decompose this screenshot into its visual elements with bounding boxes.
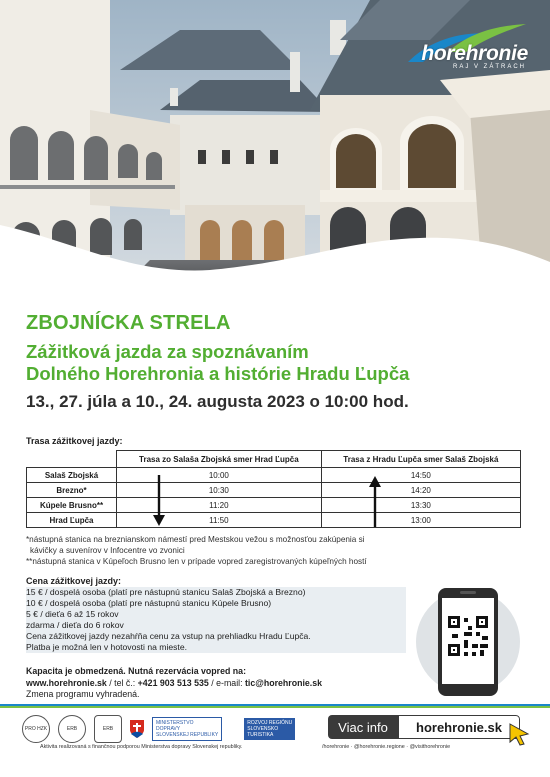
more-info-button[interactable]: [328, 715, 520, 739]
partner-crest-2: ERB: [94, 715, 122, 743]
route-time-there: 10:30: [117, 483, 322, 498]
price-block: [26, 576, 406, 653]
subtitle-line-2: Dolného Horehronia a histórie Hradu Ľupča: [26, 363, 410, 384]
note-1: *nástupná stanica na breznianskom námestí pred Mestskou vežou s možnosťou zakúpenia si: [26, 535, 365, 544]
table-row: [27, 498, 521, 513]
route-time-there: 10:00: [117, 468, 322, 483]
social-handles: /horehronie · @horehronie.regione · @visithorehronie: [322, 744, 451, 750]
route-notes: [26, 534, 516, 567]
event-title: ZBOJNÍCKA STRELA: [26, 312, 231, 334]
price-line-3: 5 € / dieťa 6 až 15 rokov: [26, 609, 406, 620]
route-table: [26, 450, 521, 528]
route-stop: Brezno*: [27, 483, 117, 498]
email-link[interactable]: tic@horehronie.sk: [245, 677, 323, 688]
horehronie-logo: [408, 22, 528, 70]
logo-wordmark: horehronie: [421, 42, 528, 65]
funding-note: Aktivita realizovaná s finančnou podporou Ministerstva dopravy Slovenskej republiky.: [40, 744, 243, 750]
table-row: [27, 513, 521, 528]
route-header-empty: [27, 451, 117, 468]
more-info-url[interactable]: horehronie.sk: [398, 715, 520, 739]
price-line-5: Cena zážitkovej jazdy nezahŕňa cenu za vstup na prehliadku Hradu Ľupča.: [26, 631, 406, 642]
route-stop: Hrad Ľupča: [27, 513, 117, 528]
route-header-there: Trasa zo Salaša Zbojská smer Hrad Ľupča: [117, 451, 322, 468]
route-stop: Kúpele Brusno**: [27, 498, 117, 513]
tel-label: / tel č.:: [106, 677, 138, 688]
note-2: **nástupná stanica v Kúpeľoch Brusno len v prípade vopred zaregistrovaných kúpeľných hostí: [26, 557, 367, 566]
price-heading: Cena zážitkovej jazdy:: [26, 576, 122, 586]
price-line-1: 15 € / dospelá osoba (platí pre nástupnú stanicu Salaš Zbojská a Brezno): [26, 587, 406, 598]
subtitle-line-1: Zážitková jazda za spoznávaním: [26, 341, 309, 362]
route-time-there: 11:50: [117, 513, 322, 528]
slovak-coat-of-arms-icon: [130, 720, 144, 738]
route-time-back: 14:50: [321, 468, 520, 483]
route-time-back: 13:00: [321, 513, 520, 528]
route-time-back: 14:20: [321, 483, 520, 498]
partner-logos: [22, 714, 295, 744]
partner-logo-prohzk: PRO HZK: [22, 715, 50, 743]
route-header-row: [27, 451, 521, 468]
partner-crest-1: ERB: [58, 715, 86, 743]
note-1-cont: kávičky a suvenírov v Infocentre vo zvonici: [30, 546, 185, 555]
table-row: [27, 468, 521, 483]
phone-link[interactable]: +421 903 513 535: [137, 677, 209, 688]
arrow-down-icon: [152, 475, 166, 527]
route-time-back: 13:30: [321, 498, 520, 513]
reservation-block: [26, 666, 426, 701]
website-link[interactable]: www.horehronie.sk: [26, 677, 107, 688]
route-header-back: Trasa z Hradu Ľupča smer Salaš Zbojská: [321, 451, 520, 468]
program-change-note: Zmena programu vyhradená.: [26, 689, 140, 699]
logo-tagline: RAJ V ZÁTRACH: [452, 64, 526, 70]
route-time-there: 11:20: [117, 498, 322, 513]
table-row: [27, 483, 521, 498]
price-line-4: zdarma / dieťa do 6 rokov: [26, 620, 406, 631]
event-dates: 13., 27. júla a 10., 24. augusta 2023 o 10:00 hod.: [26, 392, 409, 411]
contact-line: [26, 678, 426, 690]
route-stop: Salaš Zbojská: [27, 468, 117, 483]
arrow-up-icon: [368, 475, 382, 527]
cursor-arrow-icon: [508, 722, 530, 746]
ministry-of-transport-logo: MINISTERSTVO DOPRAVY SLOVENSKEJ REPUBLIKY: [152, 717, 222, 741]
headline-block: [26, 312, 526, 412]
regional-dev-logo: ROZVOJ REGIÓNU SLOVENSKO TURISTIKA: [244, 718, 295, 740]
phone-qr-icon: [416, 580, 520, 704]
route-label: Trasa zážitkovej jazdy:: [26, 436, 123, 446]
footer-divider-green: [0, 706, 550, 708]
price-line-2: 10 € / dospelá osoba (platí pre nástupnú stanicu Kúpele Brusno): [26, 598, 406, 609]
more-info-label: Viac info: [328, 715, 398, 739]
event-subtitle: [26, 341, 526, 385]
mail-label: / e-mail:: [208, 677, 245, 688]
price-line-6: Platba je možná len v hotovosti na mieste.: [26, 642, 406, 653]
capacity-note: Kapacita je obmedzená. Nutná rezervácia vopred na:: [26, 666, 246, 676]
